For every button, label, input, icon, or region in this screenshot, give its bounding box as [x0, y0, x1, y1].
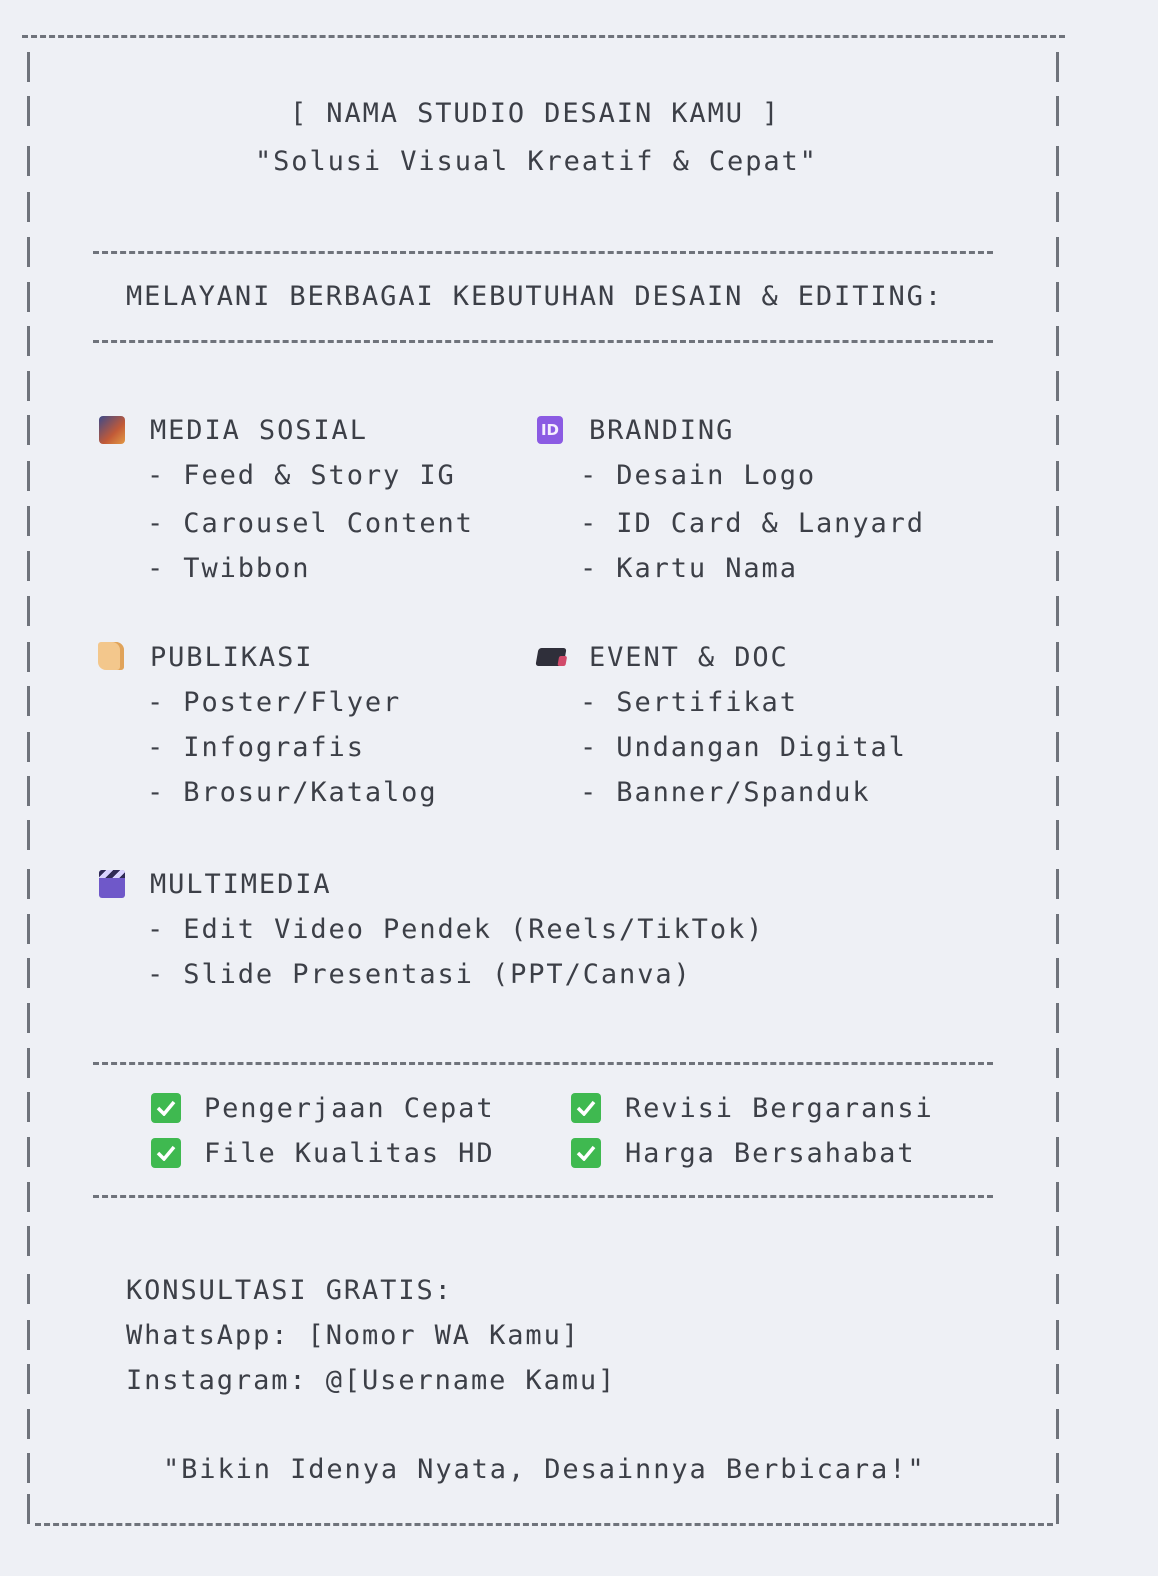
check-icon	[151, 1138, 181, 1168]
frame-left-border	[27, 1274, 30, 1304]
clapper-board-icon	[99, 870, 125, 898]
frame-left-border	[27, 1494, 30, 1524]
frame-left-border	[27, 1226, 30, 1256]
contact-instagram: Instagram: @[Username Kamu]	[126, 1365, 617, 1396]
frame-right-border	[1056, 1048, 1059, 1078]
frame-left-border	[27, 1320, 30, 1350]
list-item: - Edit Video Pendek (Reels/TikTok)	[147, 914, 765, 945]
frame-right-border	[1056, 326, 1059, 356]
frame-left-border	[27, 1092, 30, 1122]
frame-right-border	[1056, 958, 1059, 988]
services-heading: MELAYANI BERBAGAI KEBUTUHAN DESAIN & EDITING:	[126, 281, 943, 312]
frame-right-border	[1056, 415, 1059, 445]
frame-left-border	[27, 326, 30, 356]
frame-left-border	[27, 869, 30, 899]
feature-label: Harga Bersahabat	[625, 1138, 916, 1169]
frame-left-border	[27, 192, 30, 222]
tagline: "Solusi Visual Kreatif & Cepat"	[255, 146, 818, 177]
divider	[93, 1062, 993, 1065]
frame-left-border	[27, 1048, 30, 1078]
frame-left-border	[27, 914, 30, 944]
frame-left-border	[27, 776, 30, 806]
frame-right-border	[1056, 551, 1059, 581]
frame-left-border	[27, 282, 30, 312]
frame-right-border	[1056, 732, 1059, 762]
frame-right-border	[1056, 506, 1059, 536]
frame-left-border	[27, 958, 30, 988]
frame-right-border	[1056, 192, 1059, 222]
list-item: - Carousel Content	[147, 508, 474, 539]
scroll-icon	[98, 642, 124, 670]
frame-right-border	[1056, 282, 1059, 312]
category-title-branding: BRANDING	[589, 415, 735, 446]
frame-right-border	[1056, 1364, 1059, 1394]
frame-right-border	[1056, 869, 1059, 899]
frame-left-border	[27, 1409, 30, 1439]
frame-right-border	[1056, 1453, 1059, 1483]
feature-label: File Kualitas HD	[204, 1138, 495, 1169]
frame-right-border	[1056, 1409, 1059, 1439]
closing-quote: "Bikin Idenya Nyata, Desainnya Berbicara!"	[163, 1454, 926, 1485]
frame-top-border	[22, 35, 1065, 38]
frame-right-border	[1056, 1182, 1059, 1212]
frame-right-border	[1056, 1137, 1059, 1167]
divider	[93, 340, 993, 343]
frame-left-border	[27, 506, 30, 536]
frame-right-border	[1056, 1226, 1059, 1256]
frame-left-border	[27, 146, 30, 176]
frame-left-border	[27, 642, 30, 672]
frame-right-border	[1056, 146, 1059, 176]
category-title-multimedia: MULTIMEDIA	[150, 869, 332, 900]
list-item: - ID Card & Lanyard	[580, 508, 925, 539]
frame-left-border	[27, 1364, 30, 1394]
list-item: - Desain Logo	[580, 460, 817, 491]
frame-left-border	[27, 1003, 30, 1033]
frame-left-border	[27, 461, 30, 491]
category-title-event-doc: EVENT & DOC	[589, 642, 789, 673]
frame-right-border	[1056, 1092, 1059, 1122]
frame-right-border	[1056, 1003, 1059, 1033]
graduation-cap-icon	[535, 648, 566, 666]
frame-left-border	[27, 237, 30, 267]
list-item: - Feed & Story IG	[147, 460, 456, 491]
contact-heading: KONSULTASI GRATIS:	[126, 1275, 453, 1306]
frame-right-border	[1056, 596, 1059, 626]
list-item: - Banner/Spanduk	[580, 777, 871, 808]
list-item: - Infografis	[147, 732, 365, 763]
frame-right-border	[1056, 52, 1059, 82]
list-item: - Slide Presentasi (PPT/Canva)	[147, 959, 692, 990]
frame-right-border	[1056, 1494, 1059, 1524]
divider	[93, 1195, 993, 1198]
frame-left-border	[27, 371, 30, 401]
frame-left-border	[27, 52, 30, 82]
list-item: - Poster/Flyer	[147, 687, 402, 718]
frame-left-border	[27, 686, 30, 716]
studio-name: [ NAMA STUDIO DESAIN KAMU ]	[290, 98, 781, 129]
frame-left-border	[27, 415, 30, 445]
frame-right-border	[1056, 237, 1059, 267]
frame-right-border	[1056, 686, 1059, 716]
frame-right-border	[1056, 914, 1059, 944]
check-icon	[571, 1138, 601, 1168]
frame-right-border	[1056, 776, 1059, 806]
contact-whatsapp: WhatsApp: [Nomor WA Kamu]	[126, 1320, 580, 1351]
category-title-publikasi: PUBLIKASI	[150, 642, 314, 673]
frame-right-border	[1056, 820, 1059, 850]
list-item: - Undangan Digital	[580, 732, 907, 763]
frame-left-border	[27, 96, 30, 126]
feature-label: Revisi Bergaransi	[625, 1093, 934, 1124]
category-title-media-sosial: MEDIA SOSIAL	[150, 415, 368, 446]
frame-left-border	[27, 1453, 30, 1483]
frame-right-border	[1056, 1320, 1059, 1350]
frame-left-border	[27, 732, 30, 762]
frame-left-border	[27, 596, 30, 626]
check-icon	[571, 1093, 601, 1123]
frame-left-border	[27, 551, 30, 581]
frame-right-border	[1056, 1274, 1059, 1304]
list-item: - Twibbon	[147, 553, 311, 584]
divider	[93, 251, 993, 254]
frame-bottom-border	[35, 1523, 1053, 1526]
check-icon	[151, 1093, 181, 1123]
frame-left-border	[27, 1182, 30, 1212]
list-item: - Brosur/Katalog	[147, 777, 438, 808]
list-item: - Kartu Nama	[580, 553, 798, 584]
frame-right-border	[1056, 371, 1059, 401]
frame-right-border	[1056, 96, 1059, 126]
list-item: - Sertifikat	[580, 687, 798, 718]
frame-left-border	[27, 1137, 30, 1167]
frame-right-border	[1056, 461, 1059, 491]
feature-label: Pengerjaan Cepat	[204, 1093, 495, 1124]
frame-right-border	[1056, 642, 1059, 672]
photo-frame-icon	[99, 416, 125, 444]
frame-left-border	[27, 820, 30, 850]
id-badge-icon: ID	[537, 416, 563, 444]
